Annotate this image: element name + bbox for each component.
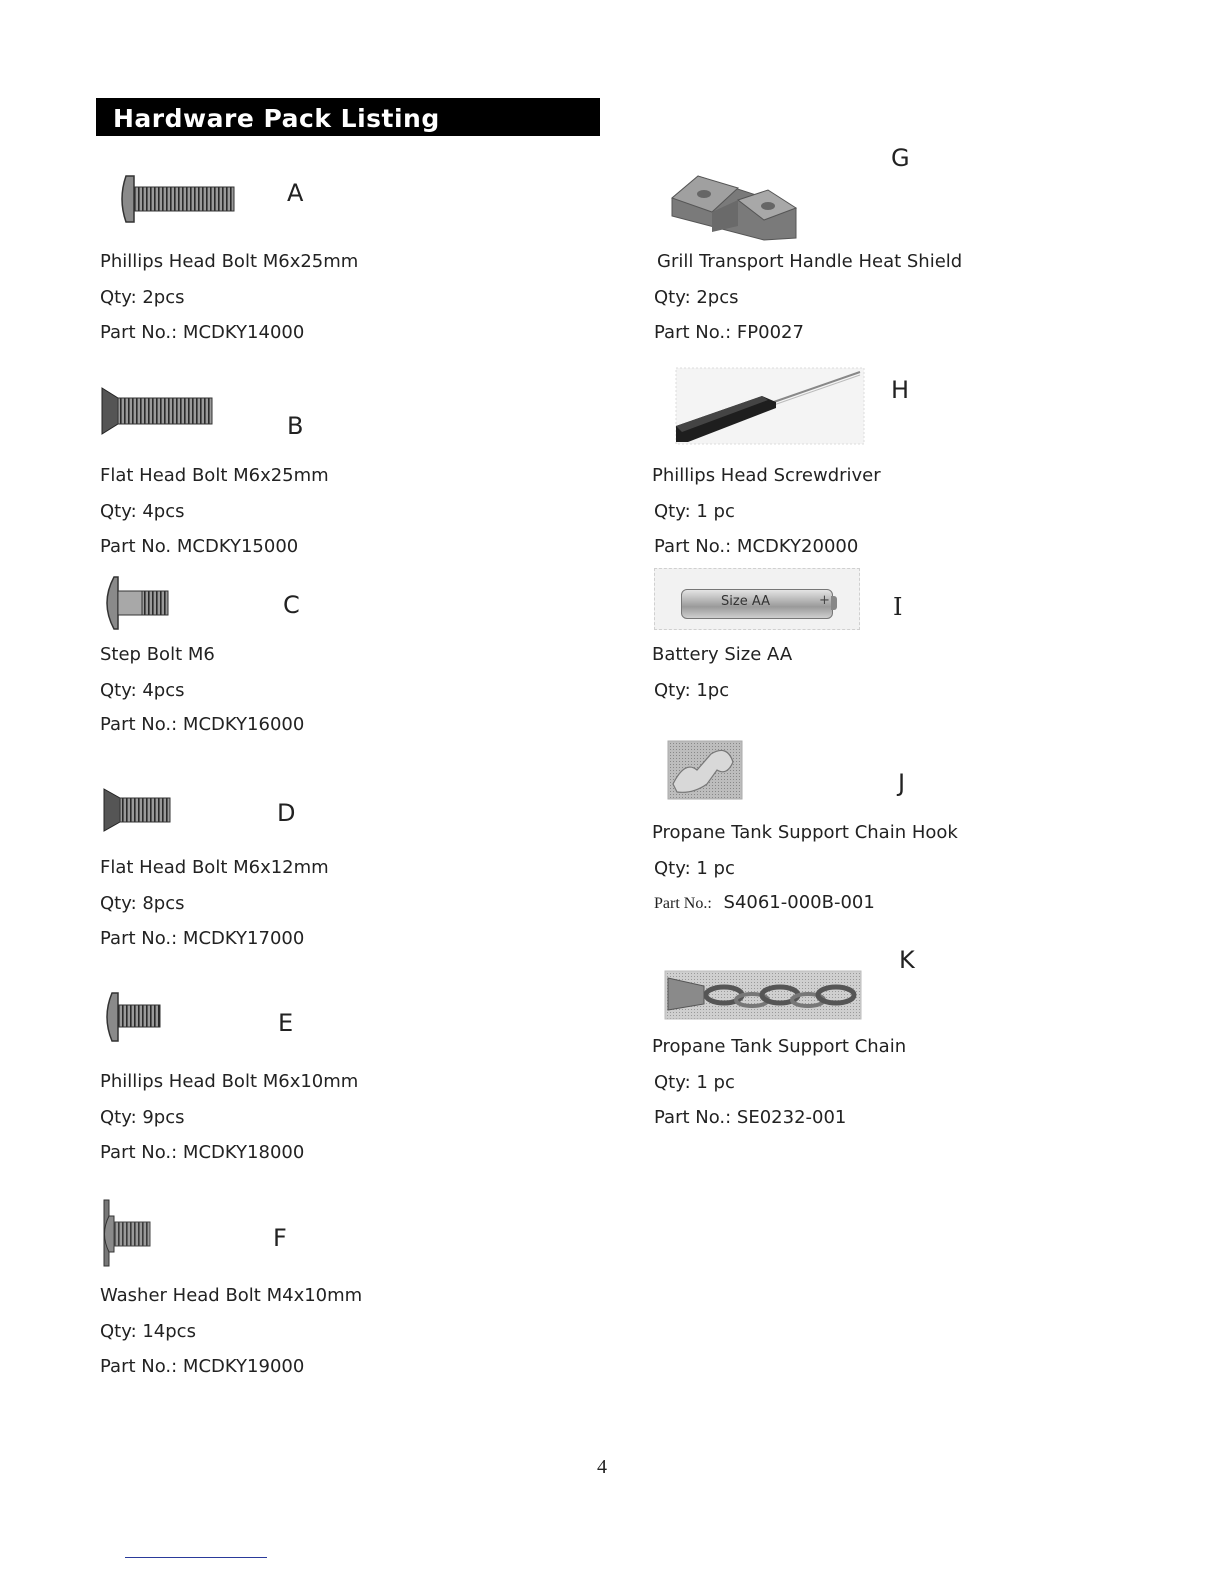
part-qty: Qty: 2pcs (100, 287, 185, 308)
phillips-bolt-icon (118, 172, 238, 226)
part-number (654, 892, 875, 913)
section-title: Hardware Pack Listing (113, 104, 440, 133)
part-letter-i: I (893, 593, 903, 621)
heat-shield-icon (668, 168, 802, 246)
part-number: Part No.: FP0027 (654, 322, 804, 343)
part-name: Phillips Head Bolt M6x25mm (100, 251, 359, 272)
part-number: Part No.: MCDKY14000 (100, 322, 305, 343)
part-qty: Qty: 14pcs (100, 1321, 196, 1342)
part-number: Part No. MCDKY15000 (100, 536, 299, 557)
part-name: Grill Transport Handle Heat Shield (657, 251, 963, 272)
part-letter-b: B (287, 412, 304, 440)
phillips-bolt-icon (102, 991, 164, 1043)
chain-hook-icon (667, 740, 745, 802)
part-number: Part No.: MCDKY16000 (100, 714, 305, 735)
part-number: Part No.: MCDKY19000 (100, 1356, 305, 1377)
screwdriver-icon (672, 366, 868, 448)
part-letter-c: C (283, 591, 300, 619)
flat-head-bolt-icon (100, 386, 216, 436)
part-qty: Qty: 2pcs (654, 287, 739, 308)
part-name: Phillips Head Bolt M6x10mm (100, 1071, 359, 1092)
part-letter-g: G (891, 144, 910, 172)
part-name: Flat Head Bolt M6x25mm (100, 465, 329, 486)
part-number: Part No.: MCDKY20000 (654, 536, 859, 557)
part-qty: Qty: 1pc (654, 680, 730, 701)
chain-icon (664, 970, 864, 1022)
part-letter-e: E (278, 1009, 294, 1037)
page-number: 4 (597, 1456, 607, 1478)
step-bolt-icon (100, 575, 172, 631)
part-qty: Qty: 4pcs (100, 501, 185, 522)
part-name: Propane Tank Support Chain (652, 1036, 907, 1057)
part-number: Part No.: MCDKY18000 (100, 1142, 305, 1163)
part-letter-a: A (287, 179, 304, 207)
washer-head-bolt-icon (98, 1198, 156, 1268)
part-name: Flat Head Bolt M6x12mm (100, 857, 329, 878)
part-number: Part No.: SE0232-001 (654, 1107, 847, 1128)
footer-divider (125, 1557, 267, 1558)
part-name: Propane Tank Support Chain Hook (652, 822, 958, 843)
part-letter-f: F (273, 1224, 287, 1252)
part-qty: Qty: 9pcs (100, 1107, 185, 1128)
part-qty: Qty: 1 pc (654, 501, 735, 522)
part-name: Washer Head Bolt M4x10mm (100, 1285, 363, 1306)
part-number-value: S4061-000B-001 (723, 892, 875, 913)
part-qty: Qty: 8pcs (100, 893, 185, 914)
part-letter-h: H (891, 376, 910, 404)
part-name: Phillips Head Screwdriver (652, 465, 881, 486)
part-name: Battery Size AA (652, 644, 793, 665)
part-letter-k: K (899, 946, 915, 974)
part-letter-j: J (898, 769, 906, 797)
part-qty: Qty: 1 pc (654, 1072, 735, 1093)
battery-size-label: Size AA (721, 594, 770, 609)
part-number: Part No.: MCDKY17000 (100, 928, 305, 949)
part-number-label: Part No.: (654, 895, 712, 912)
flat-head-bolt-icon (102, 787, 174, 833)
part-name: Step Bolt M6 (100, 644, 215, 665)
part-letter-d: D (277, 799, 296, 827)
battery-icon: Size AA + (654, 568, 860, 630)
part-qty: Qty: 1 pc (654, 858, 735, 879)
part-qty: Qty: 4pcs (100, 680, 185, 701)
